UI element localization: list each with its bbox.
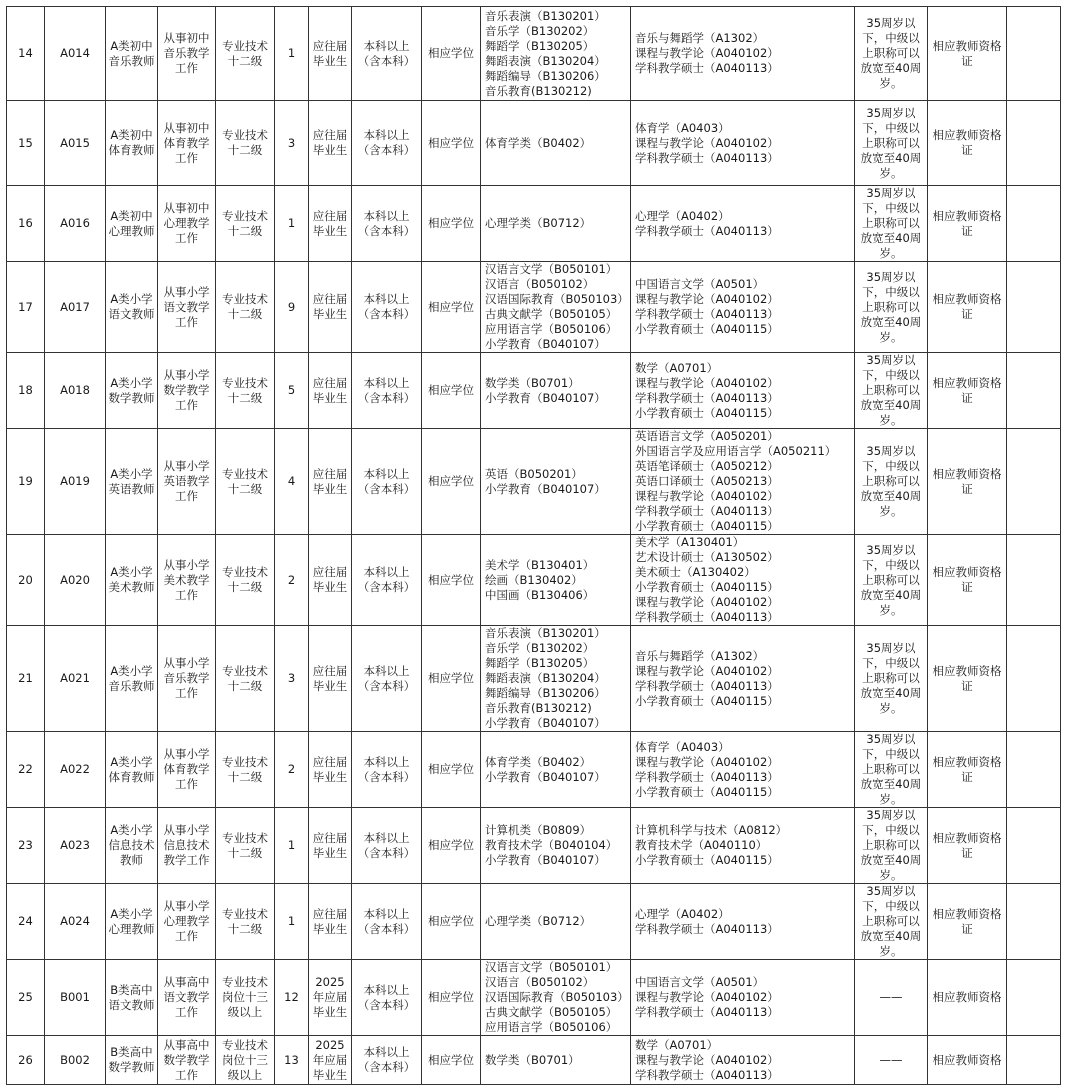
row-number: 15 xyxy=(7,101,45,186)
other-conditions: —— xyxy=(855,1036,928,1085)
certificate-requirement: 相应教师资格证 xyxy=(928,808,1007,884)
postgrad-major-item: 课程与教学论（A040102） xyxy=(635,990,779,1004)
table-row xyxy=(7,732,1061,808)
post-duty: 从事小学英语教学工作 xyxy=(158,429,216,535)
postgrad-majors xyxy=(631,101,855,186)
degree-requirement: 相应学位 xyxy=(422,808,481,884)
postgrad-major-item: 音乐与舞蹈学（A1302） xyxy=(635,648,765,663)
post-duty: 从事小学信息技术教学工作 xyxy=(158,808,216,884)
undergrad-major-item: 舞蹈表演（B130204） xyxy=(485,53,606,68)
remarks-cell xyxy=(1007,1036,1061,1085)
postgrad-major-item: 学科教学硕士（A040113） xyxy=(635,921,779,936)
postgrad-major-item: 学科教学硕士（A040113） xyxy=(635,610,779,624)
post-name: A类小学信息技术教师 xyxy=(106,808,158,884)
undergrad-major-item: 汉语言文学（B050101） xyxy=(485,960,618,974)
hire-count: 12 xyxy=(275,960,309,1036)
undergrad-majors xyxy=(481,884,631,960)
undergrad-majors xyxy=(481,262,631,353)
certificate-requirement: 相应教师资格证 xyxy=(928,186,1007,262)
post-name: A类小学语文教师 xyxy=(106,262,158,353)
table-row xyxy=(7,535,1061,626)
remarks-cell xyxy=(1007,808,1061,884)
row-number: 21 xyxy=(7,626,45,732)
postgrad-major-item: 课程与教学论（A040102） xyxy=(635,489,779,503)
other-conditions: 35周岁以下，中级以上职称可以放宽至40周岁。 xyxy=(855,353,928,429)
postgrad-major-item: 学科教学硕士（A040113） xyxy=(635,1005,779,1019)
postgrad-major-item: 课程与教学论（A040102） xyxy=(635,663,779,678)
undergrad-majors xyxy=(481,186,631,262)
degree-requirement: 相应学位 xyxy=(422,429,481,535)
postgrad-major-item: 学科教学硕士（A040113） xyxy=(635,150,779,165)
postgrad-major-item: 美术硕士（A130402） xyxy=(635,565,756,579)
post-code: A016 xyxy=(45,186,106,262)
post-code: A017 xyxy=(45,262,106,353)
undergrad-majors xyxy=(481,1036,631,1085)
degree-requirement: 相应学位 xyxy=(422,626,481,732)
certificate-requirement: 相应教师资格证 xyxy=(928,262,1007,353)
candidate-source: 2025年应届毕业生 xyxy=(309,960,352,1036)
certificate-requirement: 相应教师资格 xyxy=(928,960,1007,1036)
table-body xyxy=(7,7,1061,1085)
education-requirement: 本科以上（含本科） xyxy=(352,960,422,1036)
postgrad-majors xyxy=(631,732,855,808)
table-row xyxy=(7,429,1061,535)
remarks-cell xyxy=(1007,7,1061,101)
undergrad-major-item: 音乐学（B130202） xyxy=(485,23,595,38)
postgrad-majors xyxy=(631,808,855,884)
candidate-source: 应往届毕业生 xyxy=(309,101,352,186)
post-name: A类小学音乐教师 xyxy=(106,626,158,732)
postgrad-major-item: 学科教学硕士（A040113） xyxy=(635,390,779,405)
degree-requirement: 相应学位 xyxy=(422,1036,481,1085)
post-name: B类高中语文教师 xyxy=(106,960,158,1036)
post-level: 专业技术十二级 xyxy=(216,535,275,626)
postgrad-majors xyxy=(631,262,855,353)
post-code: A015 xyxy=(45,101,106,186)
education-requirement: 本科以上（含本科） xyxy=(352,808,422,884)
education-requirement: 本科以上（含本科） xyxy=(352,7,422,101)
undergrad-major-item: 小学教育（B040107） xyxy=(485,337,606,351)
post-duty: 从事高中数学教学工作 xyxy=(158,1036,216,1085)
post-name: A类小学心理教师 xyxy=(106,884,158,960)
post-duty: 从事小学体育教学工作 xyxy=(158,732,216,808)
post-level: 专业技术岗位十三级以上 xyxy=(216,1036,275,1085)
postgrad-major-item: 课程与教学论（A040102） xyxy=(635,46,779,60)
postgrad-major-item: 小学教育硕士（A040115） xyxy=(635,693,779,708)
undergrad-major-item: 汉语国际教育（B050103） xyxy=(485,292,629,306)
hire-count: 1 xyxy=(275,7,309,101)
undergrad-major-item: 古典文献学（B050105） xyxy=(485,1005,618,1019)
hire-count: 3 xyxy=(275,101,309,186)
undergrad-major-item: 小学教育（B040107） xyxy=(485,853,606,867)
hire-count: 1 xyxy=(275,884,309,960)
table-row xyxy=(7,1036,1061,1085)
undergrad-major-item: 小学教育（B040107） xyxy=(485,481,606,496)
post-level: 专业技术岗位十三级以上 xyxy=(216,960,275,1036)
postgrad-major-item: 小学教育硕士（A040115） xyxy=(635,853,779,867)
row-number: 19 xyxy=(7,429,45,535)
certificate-requirement: 相应教师资格 xyxy=(928,1036,1007,1085)
post-code: A020 xyxy=(45,535,106,626)
candidate-source: 应往届毕业生 xyxy=(309,535,352,626)
post-level: 专业技术十二级 xyxy=(216,7,275,101)
undergrad-majors xyxy=(481,353,631,429)
other-conditions: 35周岁以下，中级以上职称可以放宽至40周岁。 xyxy=(855,429,928,535)
post-name: A类初中体育教师 xyxy=(106,101,158,186)
postgrad-major-item: 学科教学硕士（A040113） xyxy=(635,1067,779,1082)
other-conditions: 35周岁以下，中级以上职称可以放宽至40周岁。 xyxy=(855,808,928,884)
post-duty: 从事小学音乐教学工作 xyxy=(158,626,216,732)
education-requirement: 本科以上（含本科） xyxy=(352,429,422,535)
undergrad-major-item: 心理学类（B0712） xyxy=(485,914,592,928)
row-number: 18 xyxy=(7,353,45,429)
remarks-cell xyxy=(1007,884,1061,960)
postgrad-major-item: 数学（A0701） xyxy=(635,360,719,375)
undergrad-major-item: 教育技术学（B040104） xyxy=(485,838,618,852)
education-requirement: 本科以上（含本科） xyxy=(352,262,422,353)
undergrad-major-item: 小学教育（B040107） xyxy=(485,390,606,405)
postgrad-major-item: 学科教学硕士（A040113） xyxy=(635,307,779,321)
degree-requirement: 相应学位 xyxy=(422,186,481,262)
postgrad-major-item: 学科教学硕士（A040113） xyxy=(635,678,779,693)
degree-requirement: 相应学位 xyxy=(422,535,481,626)
post-level: 专业技术十二级 xyxy=(216,626,275,732)
postgrad-majors xyxy=(631,353,855,429)
post-level: 专业技术十二级 xyxy=(216,808,275,884)
certificate-requirement: 相应教师资格证 xyxy=(928,732,1007,808)
remarks-cell xyxy=(1007,626,1061,732)
row-number: 17 xyxy=(7,262,45,353)
post-code: A021 xyxy=(45,626,106,732)
degree-requirement: 相应学位 xyxy=(422,884,481,960)
education-requirement: 本科以上（含本科） xyxy=(352,353,422,429)
remarks-cell xyxy=(1007,186,1061,262)
undergrad-major-item: 应用语言学（B050106） xyxy=(485,322,618,336)
postgrad-major-item: 艺术设计硕士（A130502） xyxy=(635,550,779,564)
other-conditions: —— xyxy=(855,960,928,1036)
postgrad-majors xyxy=(631,626,855,732)
row-number: 20 xyxy=(7,535,45,626)
education-requirement: 本科以上（含本科） xyxy=(352,186,422,262)
post-name: A类初中心理教师 xyxy=(106,186,158,262)
hire-count: 1 xyxy=(275,808,309,884)
candidate-source: 应往届毕业生 xyxy=(309,262,352,353)
degree-requirement: 相应学位 xyxy=(422,262,481,353)
undergrad-major-item: 汉语言文学（B050101） xyxy=(485,262,618,276)
post-code: A023 xyxy=(45,808,106,884)
education-requirement: 本科以上（含本科） xyxy=(352,732,422,808)
postgrad-major-item: 课程与教学论（A040102） xyxy=(635,754,779,769)
post-code: A014 xyxy=(45,7,106,101)
undergrad-major-item: 数学类（B0701） xyxy=(485,1052,580,1067)
table-row xyxy=(7,353,1061,429)
undergrad-major-item: 体育学类（B0402） xyxy=(485,135,592,150)
other-conditions: 35周岁以下，中级以上职称可以放宽至40周岁。 xyxy=(855,626,928,732)
undergrad-major-item: 美术学（B130401） xyxy=(485,557,595,572)
certificate-requirement: 相应教师资格证 xyxy=(928,884,1007,960)
education-requirement: 本科以上（含本科） xyxy=(352,1036,422,1085)
remarks-cell xyxy=(1007,732,1061,808)
post-level: 专业技术十二级 xyxy=(216,262,275,353)
hire-count: 2 xyxy=(275,535,309,626)
post-code: A024 xyxy=(45,884,106,960)
post-duty: 从事初中音乐教学工作 xyxy=(158,7,216,101)
postgrad-major-item: 课程与教学论（A040102） xyxy=(635,292,779,306)
hire-count: 9 xyxy=(275,262,309,353)
postgrad-major-item: 小学教育硕士（A040115） xyxy=(635,405,779,420)
degree-requirement: 相应学位 xyxy=(422,732,481,808)
post-name: A类小学美术教师 xyxy=(106,535,158,626)
certificate-requirement: 相应教师资格证 xyxy=(928,626,1007,732)
table-row xyxy=(7,186,1061,262)
remarks-cell xyxy=(1007,353,1061,429)
undergrad-major-item: 应用语言学（B050106） xyxy=(485,1020,618,1034)
undergrad-major-item: 舞蹈表演（B130204） xyxy=(485,671,606,685)
remarks-cell xyxy=(1007,101,1061,186)
table-row xyxy=(7,884,1061,960)
hire-count: 2 xyxy=(275,732,309,808)
postgrad-major-item: 小学教育硕士（A040115） xyxy=(635,784,779,799)
post-code: B002 xyxy=(45,1036,106,1085)
post-duty: 从事小学心理教学工作 xyxy=(158,884,216,960)
candidate-source: 应往届毕业生 xyxy=(309,429,352,535)
undergrad-major-item: 小学教育（B040107） xyxy=(485,769,606,784)
postgrad-majors xyxy=(631,7,855,101)
row-number: 14 xyxy=(7,7,45,101)
table-row xyxy=(7,101,1061,186)
post-name: B类高中数学教师 xyxy=(106,1036,158,1085)
row-number: 22 xyxy=(7,732,45,808)
post-level: 专业技术十二级 xyxy=(216,732,275,808)
undergrad-major-item: 舞蹈编导（B130206） xyxy=(485,686,606,700)
postgrad-major-item: 心理学（A0402） xyxy=(635,208,730,223)
undergrad-majors xyxy=(481,960,631,1036)
postgrad-major-item: 美术学（A130401） xyxy=(635,535,745,549)
undergrad-major-item: 中国画（B130406） xyxy=(485,587,595,602)
table-row xyxy=(7,808,1061,884)
undergrad-major-item: 体育学类（B0402） xyxy=(485,754,592,769)
certificate-requirement: 相应教师资格证 xyxy=(928,429,1007,535)
undergrad-major-item: 汉语言（B050102） xyxy=(485,975,595,989)
undergrad-major-item: 汉语言（B050102） xyxy=(485,277,595,291)
table-row xyxy=(7,960,1061,1036)
post-name: A类小学英语教师 xyxy=(106,429,158,535)
post-level: 专业技术十二级 xyxy=(216,353,275,429)
postgrad-major-item: 英语口译硕士（A050213） xyxy=(635,474,779,488)
hire-count: 3 xyxy=(275,626,309,732)
table-row xyxy=(7,626,1061,732)
postgrad-major-item: 课程与教学论（A040102） xyxy=(635,1052,779,1067)
post-code: B001 xyxy=(45,960,106,1036)
row-number: 25 xyxy=(7,960,45,1036)
post-level: 专业技术十二级 xyxy=(216,101,275,186)
postgrad-major-item: 体育学（A0403） xyxy=(635,739,730,754)
undergrad-major-item: 小学教育（B040107） xyxy=(485,716,606,730)
post-duty: 从事小学语文教学工作 xyxy=(158,262,216,353)
undergrad-major-item: 音乐学（B130202） xyxy=(485,641,595,655)
undergrad-major-item: 舞蹈学（B130205） xyxy=(485,38,595,53)
education-requirement: 本科以上（含本科） xyxy=(352,101,422,186)
post-duty: 从事初中体育教学工作 xyxy=(158,101,216,186)
undergrad-major-item: 音乐教育(B130212) xyxy=(485,83,592,98)
remarks-cell xyxy=(1007,960,1061,1036)
postgrad-major-item: 小学教育硕士（A040115） xyxy=(635,580,779,594)
other-conditions: 35周岁以下，中级以上职称可以放宽至40周岁。 xyxy=(855,101,928,186)
remarks-cell xyxy=(1007,535,1061,626)
undergrad-major-item: 心理学类（B0712） xyxy=(485,216,592,230)
post-level: 专业技术十二级 xyxy=(216,884,275,960)
postgrad-major-item: 学科教学硕士（A040113） xyxy=(635,223,779,238)
post-duty: 从事小学数学教学工作 xyxy=(158,353,216,429)
undergrad-majors xyxy=(481,808,631,884)
candidate-source: 应往届毕业生 xyxy=(309,732,352,808)
post-level: 专业技术十二级 xyxy=(216,186,275,262)
post-code: A019 xyxy=(45,429,106,535)
certificate-requirement: 相应教师资格证 xyxy=(928,101,1007,186)
hire-count: 13 xyxy=(275,1036,309,1085)
undergrad-majors xyxy=(481,626,631,732)
undergrad-major-item: 计算机类（B0809） xyxy=(485,823,592,837)
row-number: 16 xyxy=(7,186,45,262)
postgrad-major-item: 学科教学硕士（A040113） xyxy=(635,769,779,784)
post-name: A类初中音乐教师 xyxy=(106,7,158,101)
post-code: A018 xyxy=(45,353,106,429)
post-level: 专业技术十二级 xyxy=(216,429,275,535)
undergrad-majors xyxy=(481,101,631,186)
postgrad-majors xyxy=(631,186,855,262)
post-code: A022 xyxy=(45,732,106,808)
postgrad-major-item: 英语笔译硕士（A050212） xyxy=(635,459,779,473)
undergrad-major-item: 古典文献学（B050105） xyxy=(485,307,618,321)
post-duty: 从事小学美术教学工作 xyxy=(158,535,216,626)
undergrad-majors xyxy=(481,535,631,626)
postgrad-majors xyxy=(631,1036,855,1085)
postgrad-major-item: 数学（A0701） xyxy=(635,1037,719,1052)
postgrad-major-item: 课程与教学论（A040102） xyxy=(635,375,779,390)
undergrad-major-item: 音乐教育(B130212) xyxy=(485,701,592,715)
candidate-source: 应往届毕业生 xyxy=(309,884,352,960)
row-number: 26 xyxy=(7,1036,45,1085)
undergrad-major-item: 英语（B050201） xyxy=(485,466,583,481)
postgrad-major-item: 体育学（A0403） xyxy=(635,120,730,135)
hire-count: 5 xyxy=(275,353,309,429)
undergrad-major-item: 音乐表演（B130201） xyxy=(485,626,606,640)
postgrad-majors xyxy=(631,535,855,626)
post-duty: 从事初中心理教学工作 xyxy=(158,186,216,262)
undergrad-major-item: 舞蹈编导（B130206） xyxy=(485,68,606,83)
other-conditions: 35周岁以下，中级以上职称可以放宽至40周岁。 xyxy=(855,262,928,353)
undergrad-major-item: 绘画（B130402） xyxy=(485,572,583,587)
postgrad-majors xyxy=(631,429,855,535)
candidate-source: 应往届毕业生 xyxy=(309,626,352,732)
other-conditions: 35周岁以下，中级以上职称可以放宽至40周岁。 xyxy=(855,884,928,960)
postgrad-major-item: 小学教育硕士（A040115） xyxy=(635,322,779,336)
remarks-cell xyxy=(1007,262,1061,353)
hire-count: 1 xyxy=(275,186,309,262)
other-conditions: 35周岁以下，中级以上职称可以放宽至40周岁。 xyxy=(855,535,928,626)
postgrad-major-item: 外国语言学及应用语言学（A050211） xyxy=(635,444,837,458)
degree-requirement: 相应学位 xyxy=(422,960,481,1036)
postgrad-majors xyxy=(631,960,855,1036)
undergrad-major-item: 舞蹈学（B130205） xyxy=(485,656,595,670)
candidate-source: 应往届毕业生 xyxy=(309,353,352,429)
postgrad-major-item: 音乐与舞蹈学（A1302） xyxy=(635,31,765,45)
candidate-source: 应往届毕业生 xyxy=(309,7,352,101)
postgrad-major-item: 课程与教学论（A040102） xyxy=(635,135,779,150)
candidate-source: 应往届毕业生 xyxy=(309,186,352,262)
postgrad-major-item: 计算机科学与技术（A0812） xyxy=(635,823,788,837)
postgrad-major-item: 课程与教学论（A040102） xyxy=(635,595,779,609)
postgrad-major-item: 学科教学硕士（A040113） xyxy=(635,61,779,75)
undergrad-majors xyxy=(481,732,631,808)
recruitment-table xyxy=(6,6,1061,1085)
candidate-source: 应往届毕业生 xyxy=(309,808,352,884)
degree-requirement: 相应学位 xyxy=(422,353,481,429)
certificate-requirement: 相应教师资格证 xyxy=(928,535,1007,626)
row-number: 24 xyxy=(7,884,45,960)
certificate-requirement: 相应教师资格证 xyxy=(928,353,1007,429)
remarks-cell xyxy=(1007,429,1061,535)
education-requirement: 本科以上（含本科） xyxy=(352,884,422,960)
post-duty: 从事高中语文教学工作 xyxy=(158,960,216,1036)
undergrad-majors xyxy=(481,429,631,535)
candidate-source: 2025年应届毕业生 xyxy=(309,1036,352,1085)
postgrad-major-item: 小学教育硕士（A040115） xyxy=(635,519,779,533)
other-conditions: 35周岁以下，中级以上职称可以放宽至40周岁。 xyxy=(855,7,928,101)
postgrad-major-item: 中国语言文学（A0501） xyxy=(635,975,765,989)
hire-count: 4 xyxy=(275,429,309,535)
table-row xyxy=(7,262,1061,353)
undergrad-major-item: 汉语国际教育（B050103） xyxy=(485,990,629,1004)
education-requirement: 本科以上（含本科） xyxy=(352,626,422,732)
table-row xyxy=(7,7,1061,101)
degree-requirement: 相应学位 xyxy=(422,7,481,101)
degree-requirement: 相应学位 xyxy=(422,101,481,186)
postgrad-major-item: 英语语言文学（A050201） xyxy=(635,429,779,443)
education-requirement: 本科以上（含本科） xyxy=(352,535,422,626)
postgrad-major-item: 中国语言文学（A0501） xyxy=(635,277,765,291)
row-number: 23 xyxy=(7,808,45,884)
postgrad-major-item: 学科教学硕士（A040113） xyxy=(635,504,779,518)
undergrad-major-item: 音乐表演（B130201） xyxy=(485,8,606,23)
post-name: A类小学数学教师 xyxy=(106,353,158,429)
other-conditions: 35周岁以下，中级以上职称可以放宽至40周岁。 xyxy=(855,186,928,262)
certificate-requirement: 相应教师资格证 xyxy=(928,7,1007,101)
undergrad-majors xyxy=(481,7,631,101)
undergrad-major-item: 数学类（B0701） xyxy=(485,375,580,390)
other-conditions: 35周岁以下，中级以上职称可以放宽至40周岁。 xyxy=(855,732,928,808)
postgrad-major-item: 心理学（A0402） xyxy=(635,906,730,921)
postgrad-majors xyxy=(631,884,855,960)
post-name: A类小学体育教师 xyxy=(106,732,158,808)
postgrad-major-item: 教育技术学（A040110） xyxy=(635,838,768,852)
